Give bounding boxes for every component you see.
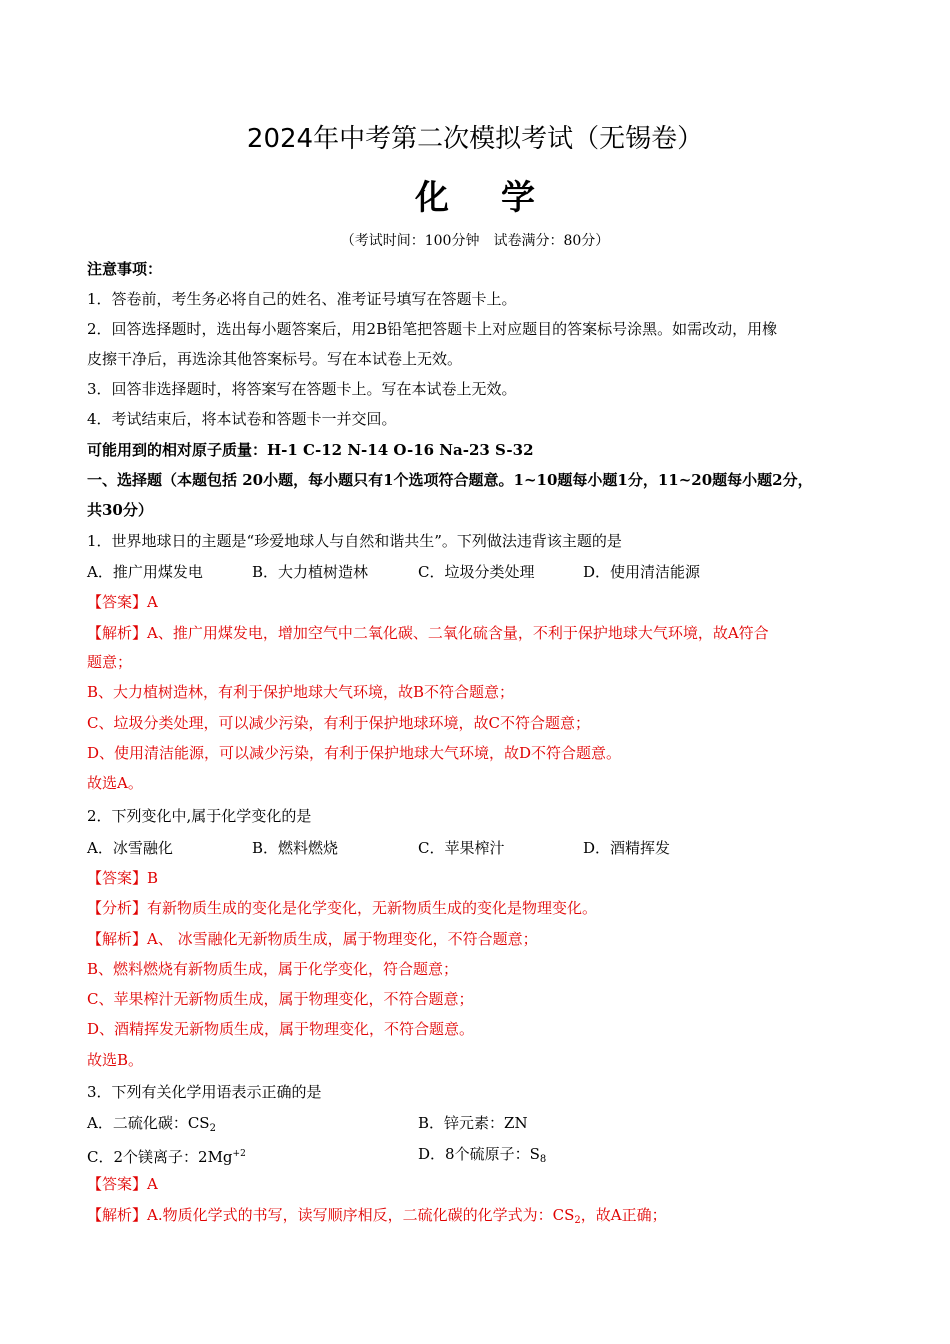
q2-answer: 【答案】B (87, 869, 159, 887)
q2-stem: 2．下列变化中,属于化学变化的是 (87, 807, 312, 825)
q3-option-b: B．锌元素：ZN (418, 1114, 528, 1132)
q1-option-c: C．垃圾分类处理 (418, 563, 535, 581)
q1-analysis-line: C、垃圾分类处理，可以减少污染，有利于保护地球环境，故C不符合题意； (87, 714, 590, 732)
note-item: 1．答卷前，考生务必将自己的姓名、准考证号填写在答题卡上。 (87, 290, 517, 308)
q2-option-a: A．冰雪融化 (87, 839, 173, 857)
q3-option-a: A．二硫化碳：$CS_2$ (87, 1114, 216, 1134)
q2-analysis-line: C、苹果榨汁无新物质生成，属于物理变化，不符合题意； (87, 990, 474, 1008)
q2-fenxi: 【分析】有新物质生成的变化是化学变化，无新物质生成的变化是物理变化。 (87, 899, 598, 917)
note-item: 2．回答选择题时，选出每小题答案后，用2B铅笔把答题卡上对应题目的答案标号涂黑。如需改动，用橡 (87, 320, 778, 338)
note-item: 4．考试结束后，将本试卷和答题卡一并交回。 (87, 410, 397, 428)
notes-heading: 注意事项： (87, 260, 163, 278)
section-heading-cont: 共30分） (87, 501, 153, 519)
subject-char-2: 学 (501, 178, 535, 218)
q2-analysis-line: 【解析】A、 冰雪融化无新物质生成，属于物理变化，不符合题意； (87, 930, 538, 948)
q1-analysis-line: B、大力植树造林，有利于保护地球大气环境，故B不符合题意； (87, 683, 515, 701)
subject-char-1: 化 (415, 178, 449, 218)
q1-analysis-line: 【解析】A、推广用煤发电，增加空气中二氧化碳、二氧化硫含量，不利于保护地球大气环境，故A符合 (87, 624, 769, 642)
q3-option-c: C．2个镁离子：$2Mg^{+2}$ (87, 1148, 246, 1166)
q1-option-b: B．大力植树造林 (252, 563, 369, 581)
q1-analysis-line: 题意； (87, 653, 133, 671)
q1-stem: 1．世界地球日的主题是“珍爱地球人与自然和谐共生”。下列做法违背该主题的是 (87, 532, 622, 550)
q2-option-b: B．燃料燃烧 (252, 839, 339, 857)
note-item: 皮擦干净后，再选涂其他答案标号。写在本试卷上无效。 (87, 350, 463, 368)
time-info: （考试时间：100分钟 试卷满分：80分） (340, 233, 610, 249)
atomic-mass-line: 可能用到的相对原子质量：H-1 C-12 N-14 O-16 Na-23 S-32 (87, 441, 534, 459)
q3-answer: 【答案】A (87, 1175, 158, 1193)
q2-option-d: D．酒精挥发 (583, 839, 671, 857)
q2-analysis-line: B、燃料燃烧有新物质生成，属于化学变化，符合题意； (87, 960, 459, 978)
q2-analysis-line: D、酒精挥发无新物质生成，属于物理变化，不符合题意。 (87, 1020, 475, 1038)
subject-title (0, 170, 950, 219)
q2-conclusion: 故选B。 (87, 1051, 144, 1069)
q3-stem: 3．下列有关化学用语表示正确的是 (87, 1083, 322, 1101)
note-item: 3．回答非选择题时，将答案写在答题卡上。写在本试卷上无效。 (87, 380, 517, 398)
q1-option-a: A．推广用煤发电 (87, 563, 203, 581)
q1-conclusion: 故选A。 (87, 774, 143, 792)
q1-analysis-line: D、使用清洁能源，可以减少污染，有利于保护地球大气环境，故D不符合题意。 (87, 744, 622, 762)
section-heading: 一、选择题（本题包括 20小题，每小题只有1个选项符合题意。1~10题每小题1分，11~20题每小题2分， (87, 471, 813, 489)
q1-option-d: D．使用清洁能源 (583, 563, 701, 581)
q3-analysis-line: 【解析】A.物质化学式的书写，读写顺序相反，二硫化碳的化学式为：$CS_2$，故A正确； (87, 1206, 667, 1226)
q3-option-d: D．8个硫原子：$S_8$ (418, 1145, 547, 1165)
exam-title: 2024年中考第二次模拟考试（无锡卷） (246, 124, 704, 154)
q1-answer: 【答案】A (87, 593, 158, 611)
q2-option-c: C．苹果榨汁 (418, 839, 505, 857)
